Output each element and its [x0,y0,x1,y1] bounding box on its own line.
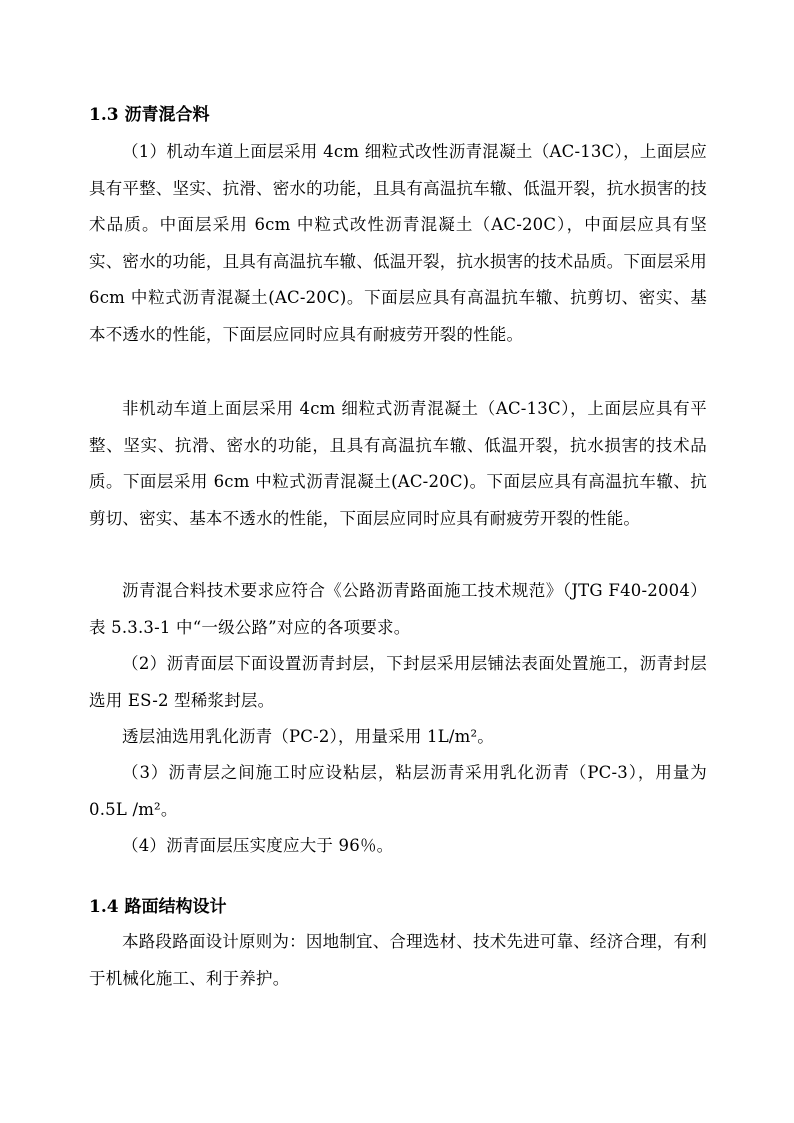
paragraph-design-principles: 本路段路面设计原则为：因地制宜、合理选材、技术先进可靠、经济合理，有利于机械化施工、利于养护。 [89,932,707,988]
section-heading-pavement-structure: 1.4 路面结构设计 [89,897,227,917]
paragraph-prime-coat: 透层油选用乳化沥青（PC-2），用量采用 1L/m²。 [122,727,494,746]
paragraph-motorway-layers: （1）机动车道上面层采用 4cm 细粒式改性沥青混凝土（AC-13C），上面层应具有平整、坚实、抗滑、密水的功能，且具有高温抗车辙、低温开裂，抗水损害的技术品质。中面层采用 6cm 中粒式改性沥青混凝土（AC-20C），中面层应具有坚实、密水的功能，且具有高温抗车辙、低温开裂，抗水损害的技术品质。下面层采用 6cm 中粒式沥青混凝土(AC-20C)。下面层应具有高温抗车辙、抗剪切、密实、基本不透水的性能，下面层应同时应具有耐疲劳开裂的性能。 [89,142,707,344]
paragraph-tack-coat: （3）沥青层之间施工时应设粘层，粘层沥青采用乳化沥青（PC-3），用量为 0.5L /m²。 [89,763,707,819]
paragraph-non-motorway-layers: 非机动车道上面层采用 4cm 细粒式沥青混凝土（AC-13C），上面层应具有平整、坚实、抗滑、密水的功能，且具有高温抗车辙、低温开裂，抗水损害的技术品质。下面层采用 6cm 中粒式沥青混凝土(AC-20C)。下面层应具有高温抗车辙、抗剪切、密实、基本不透水的性能，下面层应同时应具有耐疲劳开裂的性能。 [89,399,707,528]
paragraph-seal-layer: （2）沥青面层下面设置沥青封层，下封层采用层铺法表面处置施工，沥青封层选用 ES-2 型稀浆封层。 [89,654,707,710]
paragraph-compaction: （4）沥青面层压实度应大于 96％。 [122,836,394,855]
paragraph-technical-requirements: 沥青混合料技术要求应符合《公路沥青路面施工技术规范》（JTG F40-2004）表 5.3.3-1 中“一级公路”对应的各项要求。 [89,581,707,637]
section-heading-asphalt-mixture: 1.3 沥青混合料 [89,105,210,125]
